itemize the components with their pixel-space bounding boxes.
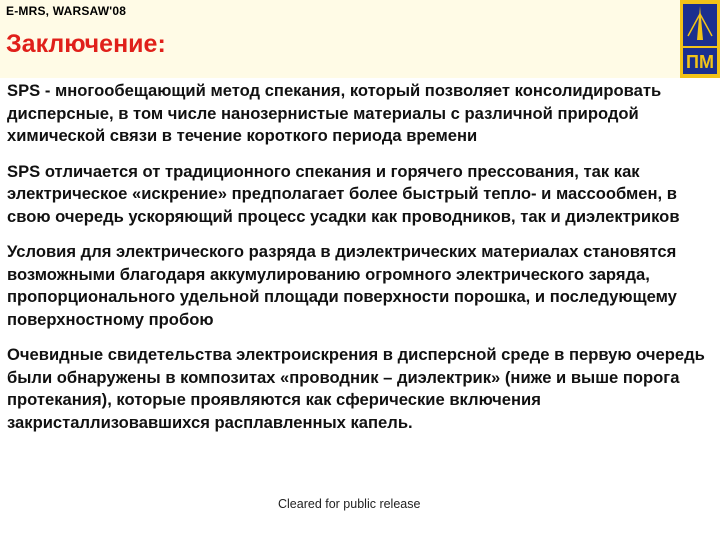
institution-logo xyxy=(680,0,720,78)
conference-label: E-MRS, WARSAW'08 xyxy=(6,4,127,18)
conclusion-paragraph-2: SPS отличается от традиционного спекания и горячего прессования, так как электрическое «искрение» предполагает более быстрый тепло- и массообмен, в свою очередь ускоряющий процесс усадки как проводников, так и диэлектриков xyxy=(7,161,680,226)
conclusion-paragraph-1: SPS - многообещающий метод спекания, который позволяет консолидировать дисперсные, в том числе нанозернистые материалы с различной природой химической связи в течение короткого периода времени xyxy=(7,81,662,145)
release-note: Cleared for public release xyxy=(278,497,421,511)
slide-title: Заключение: xyxy=(6,30,166,58)
logo-emblem-icon xyxy=(680,0,720,78)
conclusion-paragraph-4: Очевидные свидетельства электроискрения в дисперсной среде в первую очередь были обнаружены в композитах «проводник – диэлектрик» (ниже и выше порога протекания), которые проявляются как сферические включения закристаллизовавшихся расплавленных капель. xyxy=(7,345,705,432)
conclusion-paragraph-3: Условия для электрического разряда в диэлектрических материалах становятся возможными благодаря аккумулированию огромного электрического заряда, пропорционального удельной площади поверхности порошка, и последующему поверхностному пробою xyxy=(7,242,677,329)
conclusion-body xyxy=(7,80,715,447)
svg-text:ПМ: ПМ xyxy=(686,52,714,72)
